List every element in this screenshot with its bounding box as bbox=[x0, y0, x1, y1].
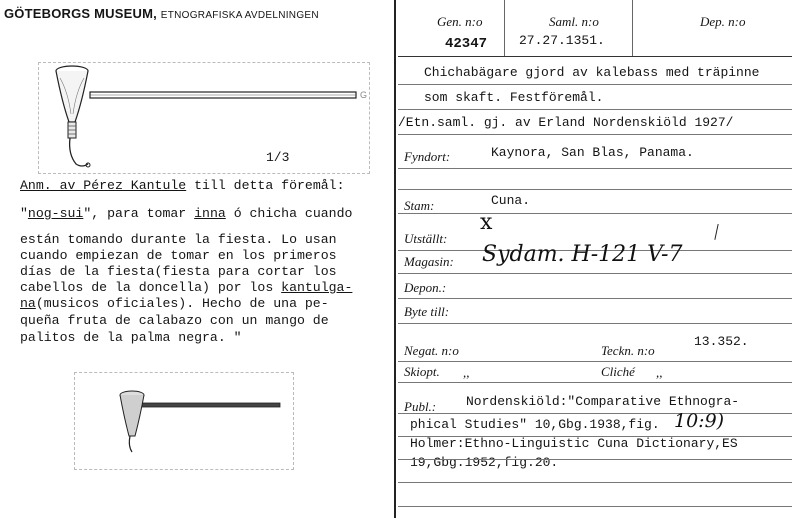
rule bbox=[398, 382, 792, 383]
utstallt-tick bbox=[714, 224, 719, 240]
magasin-handwritten-location: Sydam. H-121 V-7 bbox=[482, 242, 683, 267]
fyndort-label: Fyndort: bbox=[404, 149, 451, 164]
rule bbox=[398, 506, 792, 507]
rule bbox=[398, 213, 792, 214]
chicha-cup-drawing-small bbox=[74, 372, 294, 470]
chicha-cup-drawing-large bbox=[38, 62, 368, 174]
rule bbox=[398, 323, 792, 324]
stam-label: Stam: bbox=[404, 198, 435, 213]
publ-line-3: Holmer:Ethno-Linguistic Cuna Dictionary,ES bbox=[410, 436, 738, 451]
skiopt-ditto: ,, bbox=[463, 365, 470, 380]
rule bbox=[398, 436, 792, 437]
card-divider bbox=[394, 0, 396, 518]
rule bbox=[398, 84, 792, 85]
header-rule bbox=[398, 56, 792, 57]
note-line-7: na(musicos oficiales). Hecho de una pe- bbox=[20, 296, 329, 311]
department-name: ETNOGRAFISKA AVDELNINGEN bbox=[160, 10, 319, 21]
depon-label: Depon.: bbox=[404, 280, 447, 295]
cliche-label: Cliché bbox=[601, 364, 635, 379]
note-line-2: "nog-sui", para tomar inna ó chicha cuando bbox=[20, 206, 353, 221]
note-line-4: cuando empiezan de tomar en los primeros bbox=[20, 248, 337, 263]
cliche-ditto: ,, bbox=[656, 365, 663, 380]
publ-fig-handwritten: 10:9) bbox=[674, 410, 725, 432]
note-line-8: queña fruta de calabazo con un mango de bbox=[20, 313, 329, 328]
gen-no-value: 42347 bbox=[445, 36, 488, 52]
publ-line-2: phical Studies" 10,Gbg.1938,fig. bbox=[410, 417, 660, 432]
byte-till-label: Byte till: bbox=[404, 304, 450, 319]
museum-header bbox=[4, 6, 319, 21]
drawing-scale: 1/3 bbox=[266, 150, 290, 165]
rule bbox=[398, 168, 792, 169]
teckn-no-value: 13.352. bbox=[694, 334, 749, 349]
description-line-3: /Etn.saml. gj. av Erland Nordenskiöld 1927/ bbox=[398, 115, 734, 130]
saml-no-label: Saml. n:o bbox=[549, 14, 599, 29]
rule bbox=[398, 109, 792, 110]
note-line-5: días de la fiesta(fiesta para cortar los bbox=[20, 264, 337, 279]
fyndort-value: Kaynora, San Blas, Panama. bbox=[491, 145, 694, 160]
header-separator-2 bbox=[632, 0, 633, 56]
rule bbox=[398, 298, 792, 299]
publ-line-4: 19,Gbg.1952,fig.20. bbox=[410, 455, 559, 470]
utstallt-label: Utställt: bbox=[404, 231, 448, 246]
header-separator-1 bbox=[504, 0, 505, 56]
rule bbox=[398, 134, 792, 135]
description-line-1: Chichabägare gjord av kalebass med träpinne bbox=[424, 65, 760, 80]
stam-value: Cuna. bbox=[491, 193, 531, 208]
publ-label: Publ.: bbox=[404, 399, 437, 414]
note-line-1: Anm. av Pérez Kantule till detta föremål: bbox=[20, 178, 345, 193]
saml-no-value: 27.27.1351. bbox=[519, 33, 605, 48]
rule bbox=[398, 273, 792, 274]
utstallt-mark: x bbox=[480, 210, 493, 235]
note-line-3: están tomando durante la fiesta. Lo usan bbox=[20, 232, 337, 247]
museum-name: GÖTEBORGS MUSEUM, bbox=[4, 6, 157, 21]
skiopt-label: Skiopt. bbox=[404, 364, 440, 379]
note-line-6: cabellos de la doncella) por los kantulga- bbox=[20, 280, 353, 295]
rule bbox=[398, 459, 792, 460]
teckn-no-label: Teckn. n:o bbox=[601, 343, 655, 358]
dep-no-label: Dep. n:o bbox=[700, 14, 746, 29]
negat-no-label: Negat. n:o bbox=[404, 343, 459, 358]
rule bbox=[398, 413, 792, 414]
publ-line-1: Nordenskiöld:"Comparative Ethnogra- bbox=[466, 394, 740, 409]
rule bbox=[398, 482, 792, 483]
rule bbox=[398, 189, 792, 190]
svg-text:G: G bbox=[360, 90, 368, 100]
gen-no-label: Gen. n:o bbox=[437, 14, 483, 29]
magasin-label: Magasin: bbox=[404, 254, 454, 269]
rule bbox=[398, 361, 792, 362]
description-line-2: som skaft. Festföremål. bbox=[424, 90, 604, 105]
note-line-9: palitos de la palma negra. " bbox=[20, 330, 242, 345]
